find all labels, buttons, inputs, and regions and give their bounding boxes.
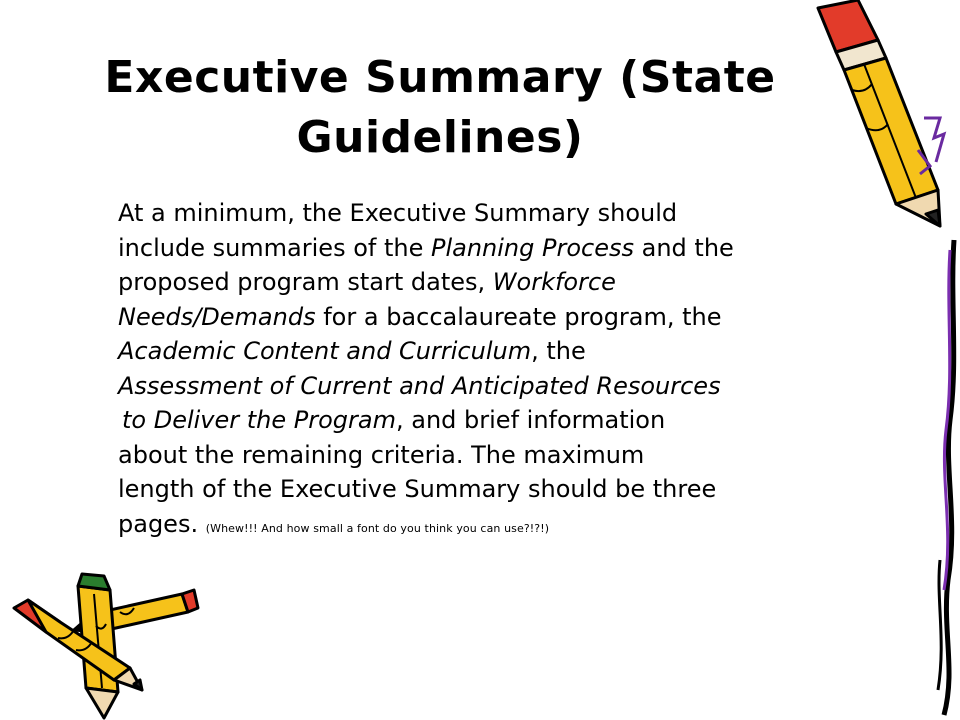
body-line [118,472,888,507]
body-text: pages. [118,509,206,538]
slide-body-text [118,196,888,546]
body-text: for a baccalaureate program, the [315,302,722,331]
body-text: proposed program start dates, [118,268,493,296]
pencil-icon [800,0,960,720]
body-text: At a minimum, the Executive Summary should [118,199,678,227]
title-line-2: Guidelines) [296,112,584,163]
body-text: , and brief information [396,406,666,434]
aside-note: (Whew!!! And how small a font do you think you can use?!?!) [205,521,550,535]
body-line [118,403,888,438]
italic-term: Assessment of Current and Anticipated Resources [118,371,721,400]
body-text: , the [531,337,586,365]
body-text: about the remaining criteria. The maximum [118,440,645,469]
body-line [118,438,888,473]
body-line [118,231,888,266]
body-text: include summaries of the [118,233,431,262]
slide-title [60,48,820,168]
italic-term: to Deliver the Program [122,406,396,434]
body-text: and the [634,233,734,262]
body-line [118,507,888,547]
body-text: length of the Executive Summary should be three [118,475,717,503]
body-line [118,300,888,335]
body-line [118,334,888,369]
italic-term: Academic Content and Curriculum [118,337,532,365]
italic-term: Workforce [492,268,616,296]
body-line [118,369,888,404]
italic-term: Needs/Demands [118,302,316,331]
body-line [118,265,888,300]
title-line-1: Executive Summary (State [104,52,776,103]
pencils-icon [0,572,200,720]
body-line [118,196,888,231]
italic-term: Planning Process [430,233,634,262]
